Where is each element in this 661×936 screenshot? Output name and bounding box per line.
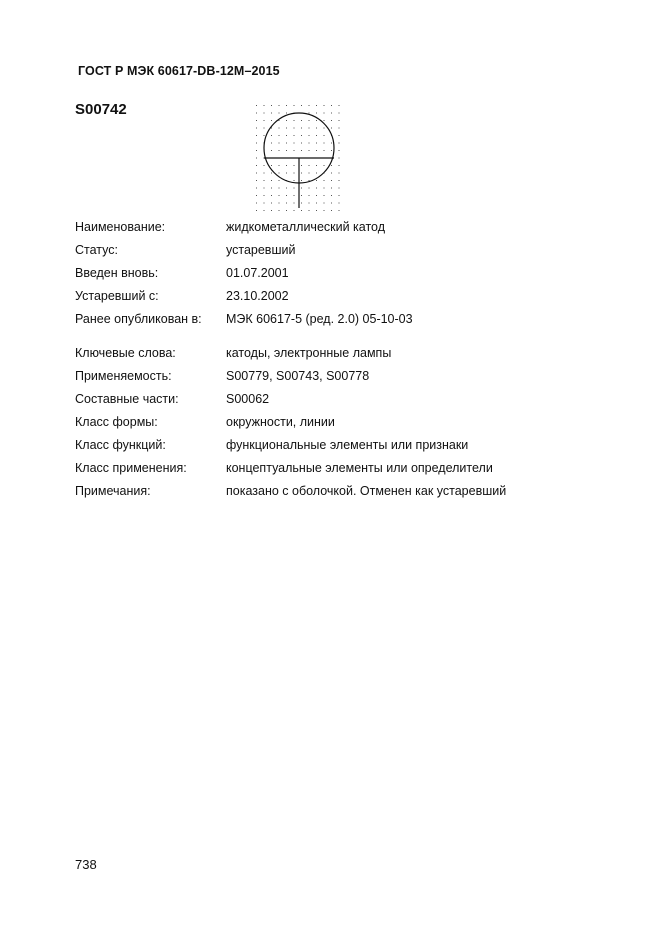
property-row-status xyxy=(75,240,635,263)
property-label: Статус: xyxy=(75,243,118,257)
property-label: Ранее опубликован в: xyxy=(75,312,202,326)
attribute-label: Класс применения: xyxy=(75,461,187,475)
property-value: 01.07.2001 xyxy=(226,266,289,280)
attribute-row-applicability xyxy=(75,366,635,389)
attribute-row-shape-class xyxy=(75,412,635,435)
attribute-value: функциональные элементы или признаки xyxy=(226,438,469,452)
attribute-row-function-class xyxy=(75,435,635,458)
attribute-label: Ключевые слова: xyxy=(75,346,176,360)
property-row-name xyxy=(75,217,635,240)
property-row-introduced xyxy=(75,263,635,286)
document-header: ГОСТ Р МЭК 60617-DB-12M–2015 xyxy=(78,64,280,78)
symbol-figure xyxy=(252,102,344,214)
attribute-value: S00779, S00743, S00778 xyxy=(226,369,370,383)
page-number: 738 xyxy=(75,857,97,872)
attribute-value: показано с оболочкой. Отменен как устаревший xyxy=(226,484,507,498)
attribute-row-application-class xyxy=(75,458,635,481)
attribute-label: Класс функций: xyxy=(75,438,166,452)
properties-table xyxy=(75,217,635,504)
attribute-label: Составные части: xyxy=(75,392,179,406)
attribute-value: концептуальные элементы или определители xyxy=(226,461,493,475)
property-value: жидкометаллический катод xyxy=(226,220,386,234)
property-value: 23.10.2002 xyxy=(226,289,289,303)
property-value: устаревший xyxy=(226,243,296,257)
attribute-label: Применяемость: xyxy=(75,369,172,383)
attribute-label: Класс формы: xyxy=(75,415,158,429)
property-label: Введен вновь: xyxy=(75,266,159,280)
attribute-value: S00062 xyxy=(226,392,270,406)
property-row-previously-published xyxy=(75,309,635,332)
attribute-row-notes xyxy=(75,481,635,504)
attribute-row-components xyxy=(75,389,635,412)
property-row-obsolete-since xyxy=(75,286,635,309)
attribute-value: окружности, линии xyxy=(226,415,335,429)
attribute-value: катоды, электронные лампы xyxy=(226,346,392,360)
property-label: Устаревший с: xyxy=(75,289,159,303)
attribute-row-keywords xyxy=(75,343,635,366)
property-label: Наименование: xyxy=(75,220,166,234)
attribute-label: Примечания: xyxy=(75,484,151,498)
property-value: МЭК 60617-5 (ред. 2.0) 05-10-03 xyxy=(226,312,413,326)
symbol-code: S00742 xyxy=(75,101,127,118)
